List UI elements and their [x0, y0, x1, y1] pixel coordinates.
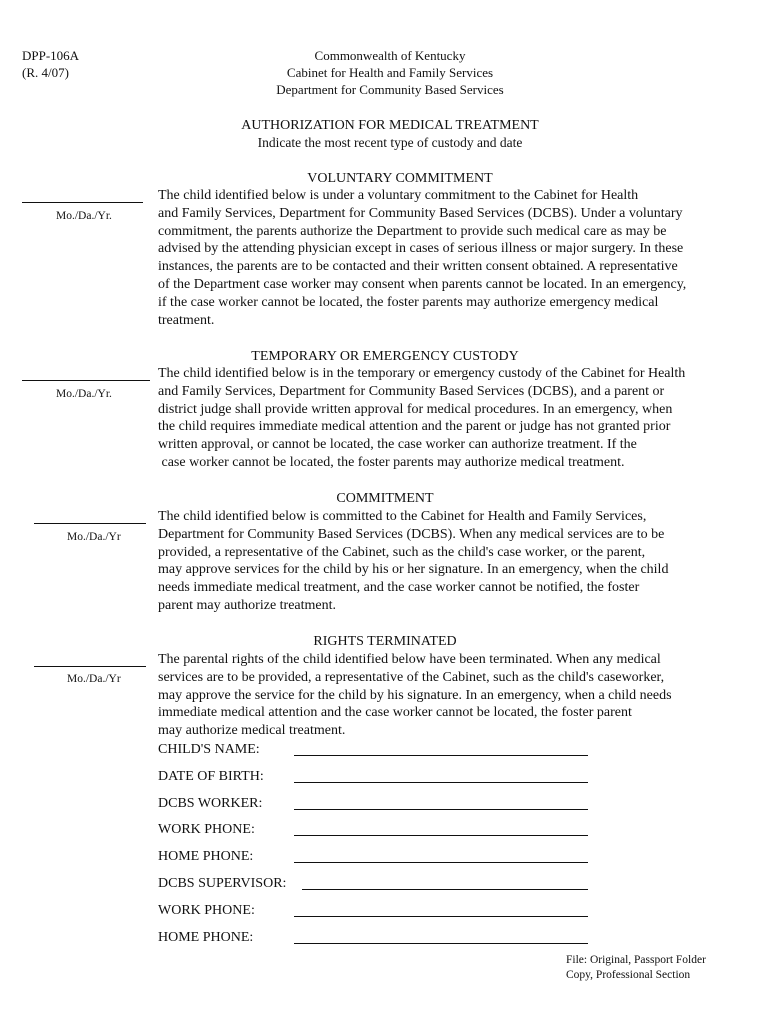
date-label-voluntary: Mo./Da./Yr. — [56, 210, 112, 222]
filing-line-1: File: Original, Passport Folder — [566, 954, 706, 966]
text-line: provided, a representative of the Cabinet, such as the child's case worker, or the parent, — [158, 544, 646, 560]
field-line-worker-work-phone[interactable] — [294, 835, 588, 836]
text-line: The child identified below is under a voluntary commitment to the Cabinet for Health — [158, 188, 639, 203]
agency-line-2: Cabinet for Health and Family Services — [286, 65, 494, 80]
filing-line-2: Copy, Professional Section — [566, 969, 691, 981]
section-heading-rights-terminated: RIGHTS TERMINATED — [313, 634, 457, 649]
form-number: DPP-106A — [22, 48, 80, 63]
text-line: advised by the attending physician except in cases of serious illness or major surgery. In these — [158, 241, 684, 257]
field-line-childs-name[interactable] — [294, 755, 588, 756]
text-line: may approve the service for the child by his signature. In an emergency, when a child needs — [158, 687, 672, 703]
field-label-supervisor-home-phone: HOME PHONE: — [158, 930, 254, 945]
text-line: commitment, the parents authorize the Department to provide such medical care as may be — [158, 223, 667, 239]
date-line-rights-terminated[interactable] — [34, 666, 146, 667]
field-label-childs-name: CHILD'S NAME: — [158, 742, 260, 757]
date-label-rights-terminated: Mo./Da./Yr — [67, 673, 121, 685]
section-heading-voluntary: VOLUNTARY COMMITMENT — [307, 171, 493, 186]
text-line: district judge shall provide written approval for medical procedures. In an emergency, when — [158, 401, 673, 417]
field-line-supervisor-home-phone[interactable] — [294, 943, 588, 944]
text-line: immediate medical attention and the case worker cannot be located, the foster parent — [158, 705, 632, 721]
text-line: treatment. — [158, 312, 215, 328]
field-label-worker-home-phone: HOME PHONE: — [158, 849, 254, 864]
form-subtitle: Indicate the most recent type of custody and date — [257, 135, 523, 150]
agency-line-1: Commonwealth of Kentucky — [314, 48, 466, 63]
text-line: instances, the parents are to be contacted and their written consent obtained. A representative — [158, 259, 678, 275]
text-line: services are to be provided, a representative of the Cabinet, such as the child's caseworker, — [158, 669, 665, 685]
date-line-temporary[interactable] — [22, 380, 150, 381]
field-line-dcbs-worker[interactable] — [294, 809, 588, 810]
section-heading-commitment: COMMITMENT — [336, 491, 434, 506]
field-label-date-of-birth: DATE OF BIRTH: — [158, 769, 264, 784]
agency-block — [0, 47, 770, 98]
field-line-dcbs-supervisor[interactable] — [302, 889, 588, 890]
field-label-supervisor-work-phone: WORK PHONE: — [158, 903, 255, 918]
date-label-commitment: Mo./Da./Yr — [67, 531, 121, 543]
agency-line-3: Department for Community Based Services — [276, 82, 504, 97]
text-line: The child identified below is committed to the Cabinet for Health and Family Services, — [158, 509, 647, 524]
filing-instructions — [566, 953, 706, 983]
field-label-dcbs-supervisor: DCBS SUPERVISOR: — [158, 876, 287, 891]
text-line: if the case worker cannot be located, the foster parents may authorize emergency medical — [158, 294, 659, 310]
date-line-commitment[interactable] — [34, 523, 146, 524]
text-line: and Family Services, Department for Community Based Services (DCBS). Under a voluntary — [158, 205, 683, 221]
field-line-date-of-birth[interactable] — [294, 782, 588, 783]
text-line: The parental rights of the child identified below have been terminated. When any medical — [158, 652, 661, 667]
text-line: needs immediate medical treatment, and the case worker cannot be notified, the foster — [158, 580, 640, 596]
text-line: parent may authorize treatment. — [158, 597, 337, 613]
text-line: written approval, or cannot be located, the case worker can authorize treatment. If the — [158, 437, 637, 453]
text-line: and Family Services, Department for Community Based Services (DCBS), and a parent or — [158, 383, 665, 399]
text-line: may approve services for the child by his or her signature. In an emergency, when the child — [158, 562, 669, 578]
section-text-temporary — [158, 365, 738, 472]
text-line: Department for Community Based Services (DCBS). When any medical services are to be — [158, 526, 665, 542]
field-line-supervisor-work-phone[interactable] — [294, 916, 588, 917]
text-line: The child identified below is in the temporary or emergency custody of the Cabinet for Health — [158, 366, 686, 381]
section-text-commitment — [158, 508, 738, 615]
section-text-rights-terminated — [158, 651, 738, 740]
section-text-voluntary — [158, 187, 738, 329]
date-line-voluntary[interactable] — [22, 202, 143, 203]
section-heading-temporary: TEMPORARY OR EMERGENCY CUSTODY — [251, 349, 519, 364]
form-revision: (R. 4/07) — [22, 65, 69, 80]
date-label-temporary: Mo./Da./Yr. — [56, 388, 112, 400]
field-line-worker-home-phone[interactable] — [294, 862, 588, 863]
field-label-dcbs-worker: DCBS WORKER: — [158, 796, 263, 811]
field-label-worker-work-phone: WORK PHONE: — [158, 822, 255, 837]
form-title: AUTHORIZATION FOR MEDICAL TREATMENT — [241, 118, 539, 133]
text-line: the child requires immediate medical attention and the parent or judge has not granted prior — [158, 419, 671, 435]
text-line: of the Department case worker may consent when parents cannot be located. In an emergency, — [158, 276, 687, 292]
text-line: case worker cannot be located, the foster parents may authorize medical treatment. — [158, 454, 625, 470]
text-line: may authorize medical treatment. — [158, 723, 346, 739]
